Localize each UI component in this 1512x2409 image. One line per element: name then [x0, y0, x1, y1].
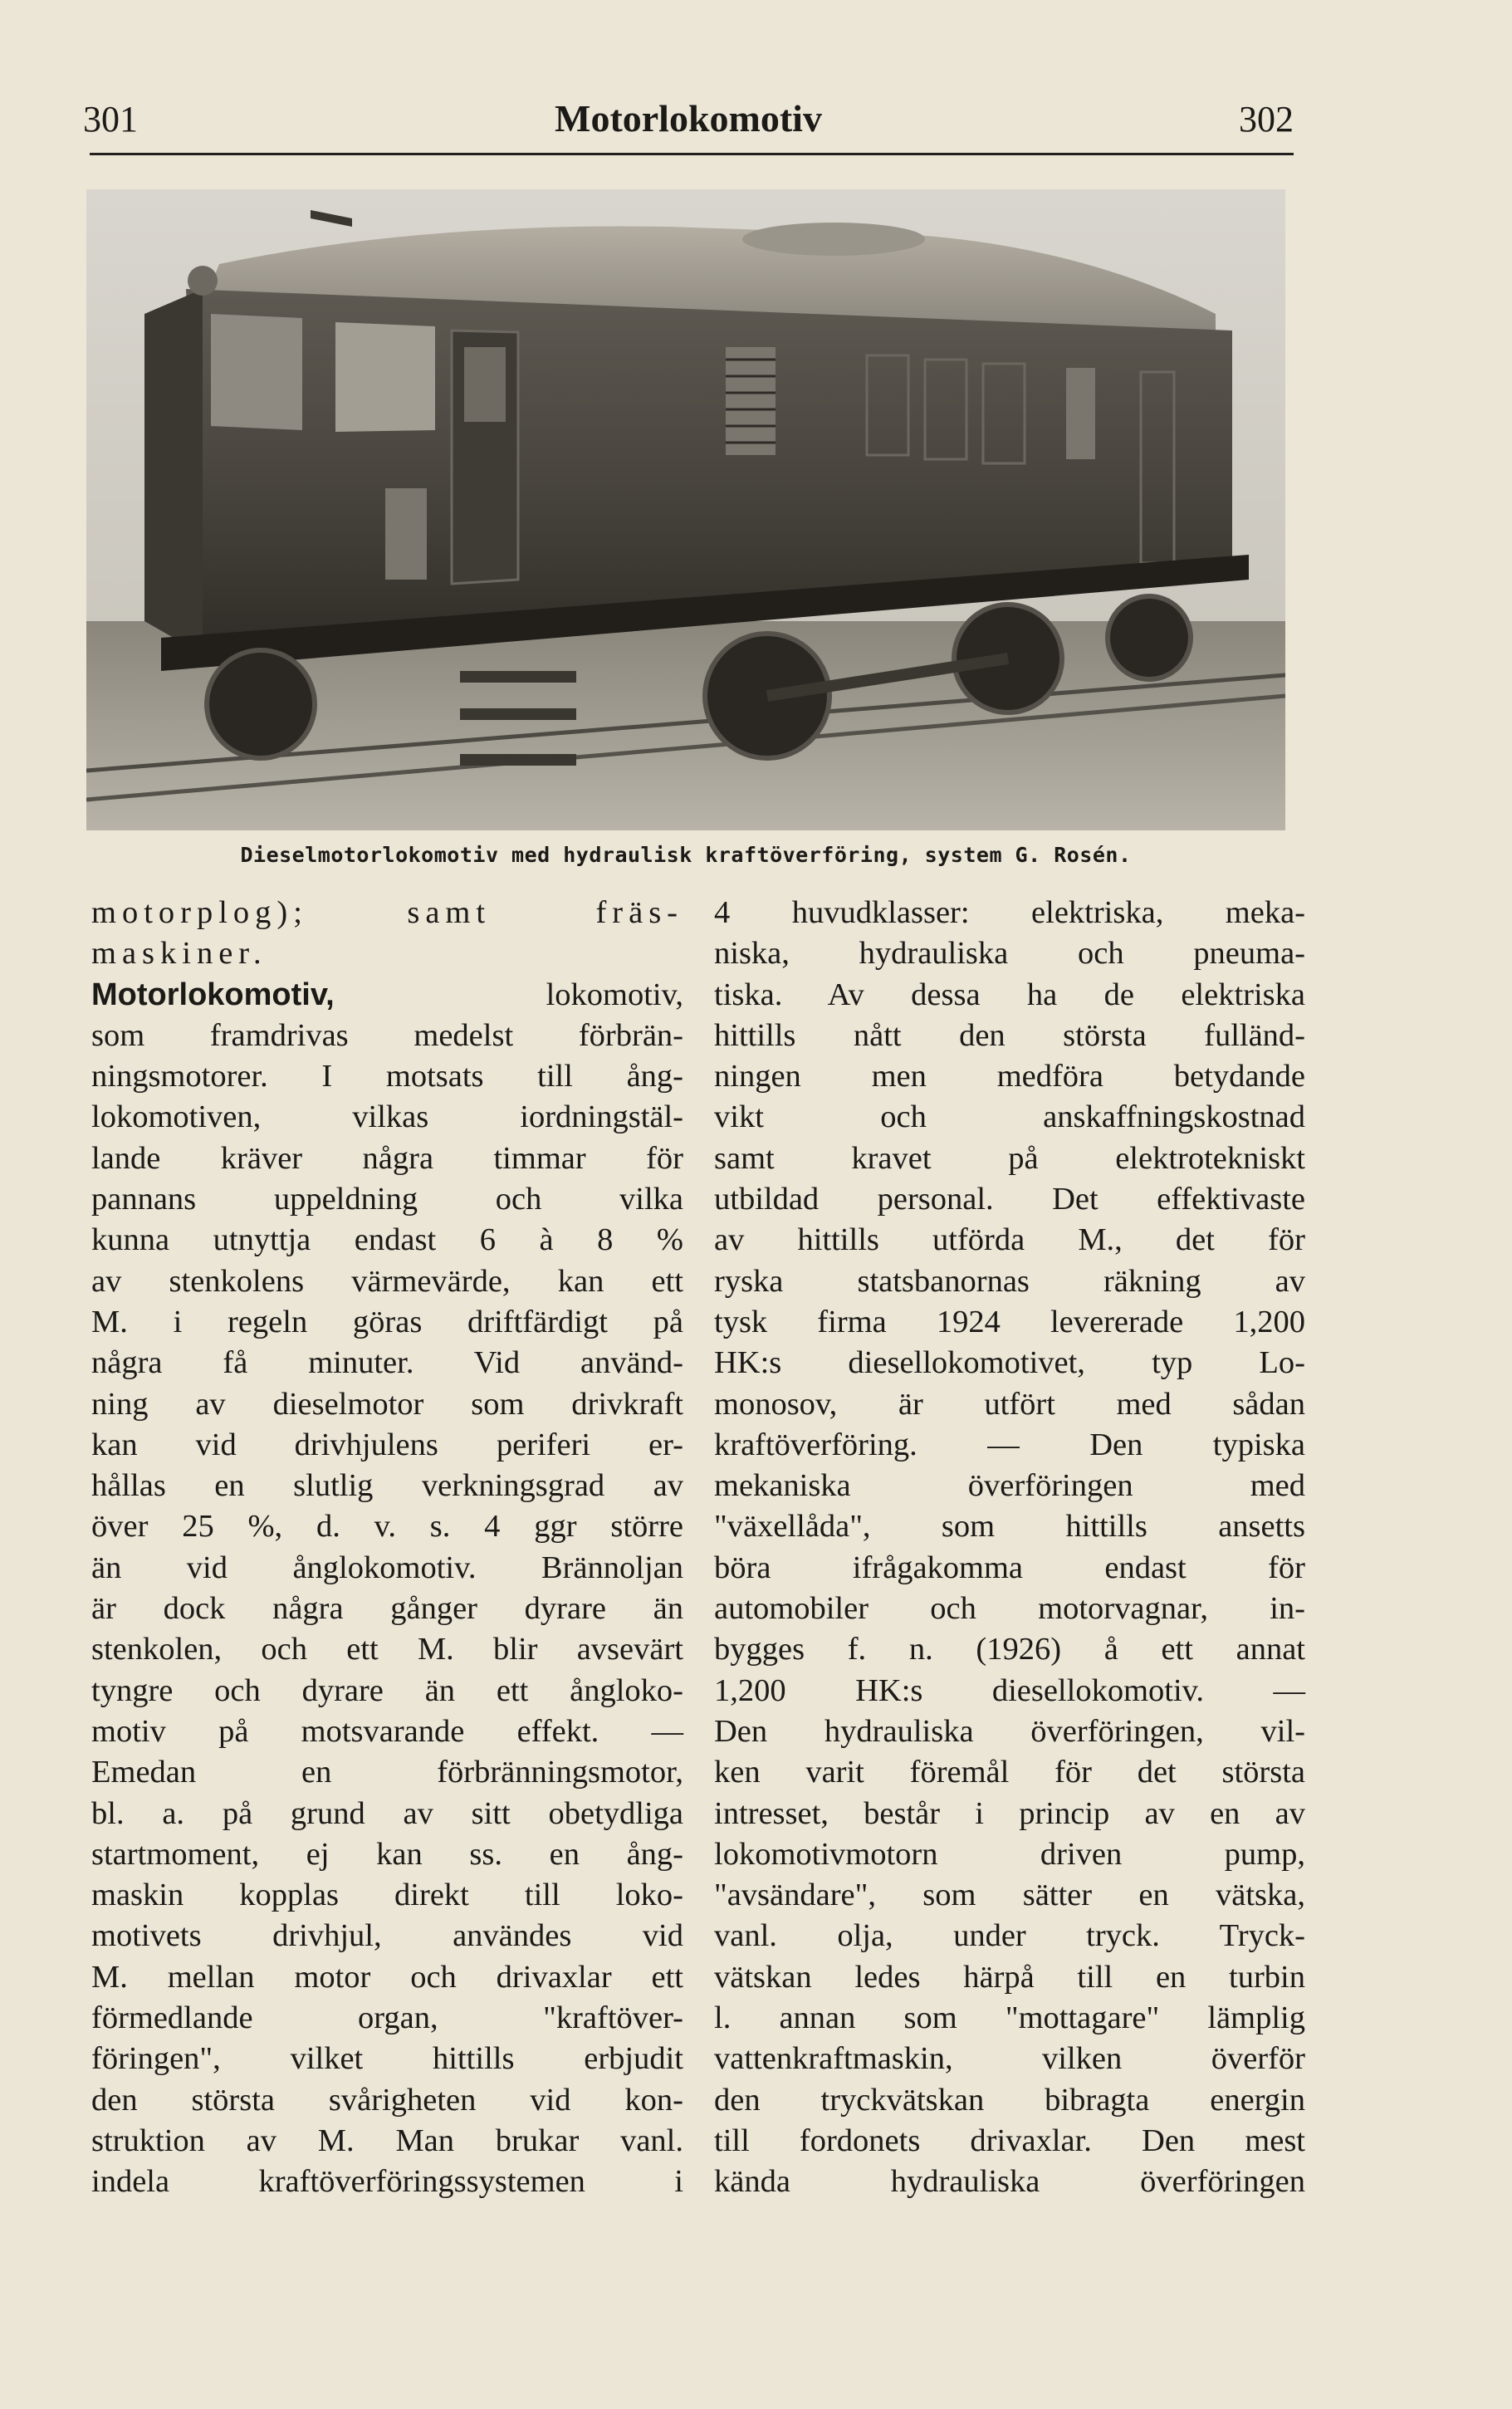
text-line: böra ifrågakomma endast för: [714, 1550, 1305, 1585]
page-number-right: 302: [1239, 99, 1294, 140]
text-line: ryska statsbanornas räkning av: [714, 1263, 1305, 1299]
text-line: motivets drivhjul, användes vid: [91, 1918, 683, 1954]
text-line: av stenkolens värmevärde, kan ett: [91, 1263, 683, 1299]
text-line: tysk firma 1924 levererade 1,200: [714, 1304, 1305, 1339]
text-line: som framdrivas medelst förbrän-: [91, 1017, 683, 1053]
right-text-column: [714, 893, 1305, 2203]
text-line: föringen", vilket hittills erbjudit: [91, 2041, 683, 2077]
text-line: intresset, består i princip av en av: [714, 1795, 1305, 1831]
text-line: kraftöverföring. — Den typiska: [714, 1427, 1305, 1462]
text-line: bygges f. n. (1926) å ett annat: [714, 1632, 1305, 1667]
text-line: ningen men medföra betydande: [714, 1059, 1305, 1094]
running-header: [83, 91, 1294, 149]
entry-headword-line: Motorlokomotiv, lokomotiv,: [91, 977, 683, 1012]
text-line: struktion av M. Man brukar vanl.: [91, 2123, 683, 2158]
text-line: pannans uppeldning och vilka: [91, 1182, 683, 1217]
text-line: bl. a. på grund av sitt obetydliga: [91, 1795, 683, 1831]
text-line: motiv på motsvarande effekt. —: [91, 1713, 683, 1749]
running-title: Motorlokomotiv: [555, 97, 822, 140]
text-line: kunna utnyttja endast 6 à 8 %: [91, 1222, 683, 1258]
figure-caption: Dieselmotorlokomotiv med hydraulisk kraftöverföring, system G. Rosén.: [240, 843, 1132, 867]
text-line: till fordonets drivaxlar. Den mest: [714, 2123, 1305, 2158]
text-line: niska, hydrauliska och pneuma-: [714, 936, 1305, 972]
text-line: l. annan som "mottagare" lämplig: [714, 2000, 1305, 2036]
text-line: Den hydrauliska överföringen, vil-: [714, 1713, 1305, 1749]
text-line: lokomotiven, vilkas iordningstäl-: [91, 1099, 683, 1135]
text-line: kända hydrauliska överföringen: [714, 2164, 1305, 2200]
text-line: vanl. olja, under tryck. Tryck-: [714, 1918, 1305, 1954]
text-line: maskin kopplas direkt till loko-: [91, 1878, 683, 1913]
text-line: M. i regeln göras driftfärdigt på: [91, 1304, 683, 1339]
text-line: den tryckvätskan bibragta energin: [714, 2082, 1305, 2118]
text-line: av hittills utförda M., det för: [714, 1222, 1305, 1258]
text-line: 1,200 HK:s diesellokomotiv. —: [714, 1672, 1305, 1708]
text-line: förmedlande organ, "kraftöver-: [91, 2000, 683, 2036]
left-text-column: [91, 893, 683, 2203]
text-line: motorplog); samt fräs-: [91, 895, 683, 930]
text-line: vikt och anskaffningskostnad: [714, 1099, 1305, 1135]
text-line: är dock några gånger dyrare än: [91, 1591, 683, 1627]
text-line: hållas en slutlig verkningsgrad av: [91, 1468, 683, 1504]
text-line: "växellåda", som hittills ansetts: [714, 1509, 1305, 1545]
text-line: 4 huvudklasser: elektriska, meka-: [714, 895, 1305, 930]
page-number-left: 301: [83, 99, 138, 140]
text-line: den största svårigheten vid kon-: [91, 2082, 683, 2118]
header-rule: [90, 153, 1294, 155]
text-line: tyngre och dyrare än ett ångloko-: [91, 1672, 683, 1708]
text-line: lande kräver några timmar för: [91, 1140, 683, 1176]
text-line: kan vid drivhjulens periferi er-: [91, 1427, 683, 1462]
text-line: än vid ånglokomotiv. Brännoljan: [91, 1550, 683, 1585]
text-line: stenkolen, och ett M. blir avsevärt: [91, 1632, 683, 1667]
text-line: ken varit föremål för det största: [714, 1755, 1305, 1790]
text-line: över 25 %, d. v. s. 4 ggr större: [91, 1509, 683, 1545]
text-line: "avsändare", som sätter en vätska,: [714, 1878, 1305, 1913]
locomotive-photo: [86, 189, 1285, 830]
text-line: hittills nått den största fulländ-: [714, 1017, 1305, 1053]
entry-headword: Motorlokomotiv,: [91, 977, 335, 1012]
text-line: några få minuter. Vid använd-: [91, 1345, 683, 1381]
text-line: monosov, är utfört med sådan: [714, 1386, 1305, 1422]
text-line: maskiner.: [91, 936, 267, 972]
text-line: vätskan ledes härpå till en turbin: [714, 1959, 1305, 1995]
text-line: vattenkraftmaskin, vilken överför: [714, 2041, 1305, 2077]
text-line: lokomotivmotorn driven pump,: [714, 1836, 1305, 1872]
text-line: mekaniska överföringen med: [714, 1468, 1305, 1504]
text-line: ningsmotorer. I motsats till ång-: [91, 1059, 683, 1094]
text-line: indela kraftöverföringssystemen i: [91, 2164, 683, 2200]
text-line: Emedan en förbränningsmotor,: [91, 1755, 683, 1790]
text-line: ning av dieselmotor som drivkraft: [91, 1386, 683, 1422]
text-line: startmoment, ej kan ss. en ång-: [91, 1836, 683, 1872]
text-line: utbildad personal. Det effektivaste: [714, 1182, 1305, 1217]
text-line: HK:s diesellokomotivet, typ Lo-: [714, 1345, 1305, 1381]
text-line: automobiler och motorvagnar, in-: [714, 1591, 1305, 1627]
text-line: samt kravet på elektrotekniskt: [714, 1140, 1305, 1176]
text-line: tiska. Av dessa ha de elektriska: [714, 977, 1305, 1012]
text-line: M. mellan motor och drivaxlar ett: [91, 1959, 683, 1995]
